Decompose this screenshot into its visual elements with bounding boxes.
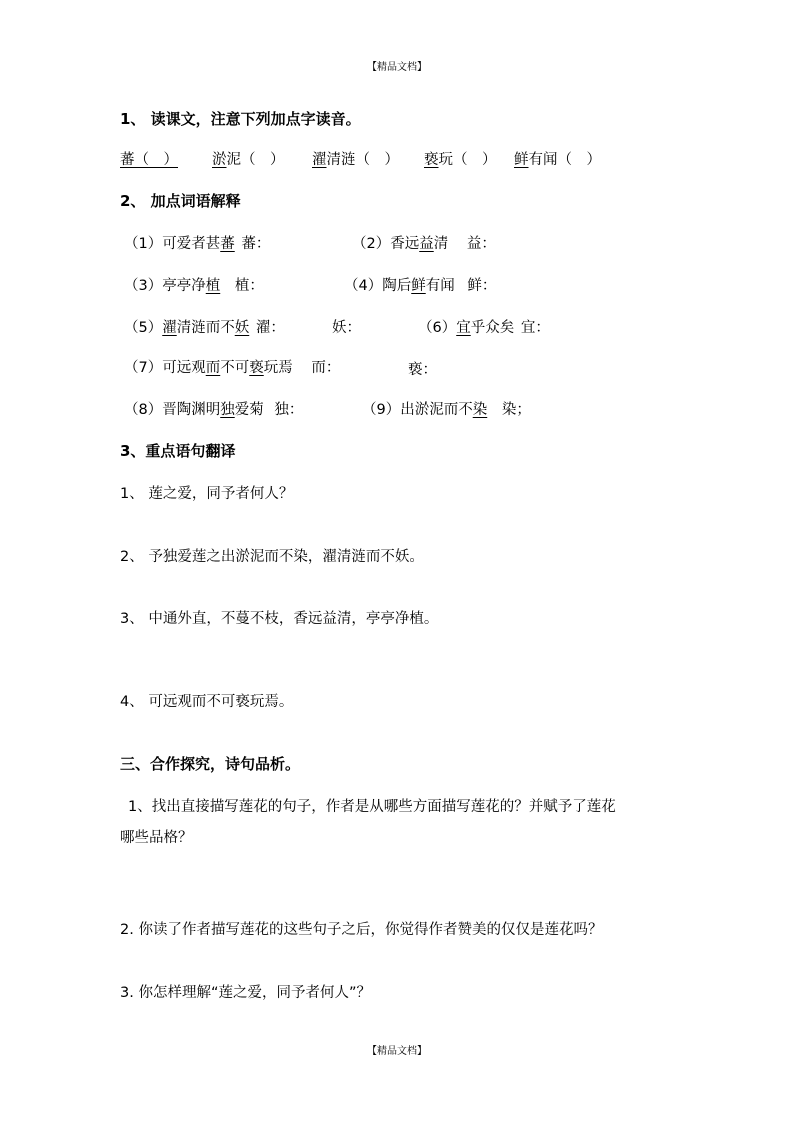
translation-item: 2、 予独爱莲之出淤泥而不染，濯清涟而不妖。 [120,549,424,565]
page-header: 【精品文档】 [367,62,427,73]
dotted-char: 淤 [212,152,227,168]
pronunciation-item: 蕃（ ） [120,152,178,168]
question-1-line-1: 1、找出直接描写莲花的句子，作者是从哪些方面描写莲花的？并赋予了莲花 [128,799,616,815]
answer-label: 濯： [255,320,285,336]
answer-label: 亵： [408,362,437,378]
pronunciation-item: 鲜有闻（ ） [514,152,601,168]
section-4-title: 三、合作探究，诗句品析。 [120,755,301,773]
question-3: 3. 你怎样理解“莲之爱，同予者何人”？ [120,985,371,1001]
word-item: （7）可远观而不可亵玩焉 而： [124,360,341,376]
answer-label: 而： [311,360,341,376]
answer-label: 宜： [520,320,550,336]
word-item: （9）出淤泥而不染 染； [362,402,531,418]
question-1-line-2: 哪些品格？ [120,830,193,846]
dotted-char: 亵 [424,152,439,168]
section-1-title: 1、 读课文，注意下列加点字读音。 [120,110,361,128]
translation-item: 4、 可远观而不可亵玩焉。 [120,694,294,710]
translation-item: 1、 莲之爱，同予者何人？ [120,486,294,502]
word-item: （4）陶后鲜有闻 鲜： [344,278,497,294]
answer-label: 染； [501,402,531,418]
answer-label: 益： [466,236,496,252]
dotted-char: 蕃 [120,152,135,168]
question-2: 2. 你读了作者描写莲花的这些句子之后，你觉得作者赞美的仅仅是莲花吗？ [120,922,603,938]
translation-item: 3、 中通外直，不蔓不枝，香远益清，亭亭净植。 [120,611,439,627]
answer-label: 独： [274,402,304,418]
section-2-title: 2、 加点词语解释 [120,192,241,210]
word-item: （1）可爱者甚蕃 蕃： [124,236,271,252]
word-item: （8）晋陶渊明独爱菊 独： [124,402,304,418]
answer-label: 鲜： [467,278,497,294]
answer-label: 蕃： [241,236,271,252]
pronunciation-item: 淤泥（ ） [212,152,285,168]
word-item: （3）亭亭净植 植： [124,278,264,294]
answer-label: 妖： [332,320,361,336]
pronunciation-item: 亵玩（ ） [424,152,497,168]
section-3-title: 3、重点语句翻译 [120,442,236,460]
word-item: （6）宜乎众矣 宜： [418,320,550,336]
page-footer: 【精品文档】 [367,1046,427,1057]
word-item: （5）濯清涟而不妖 濯： [124,320,285,336]
dotted-char: 鲜 [514,152,529,168]
pronunciation-item: 濯清涟（ ） [312,152,399,168]
word-item: （2）香远益清 益： [352,236,496,252]
dotted-char: 濯 [312,152,327,168]
answer-label: 植： [234,278,264,294]
